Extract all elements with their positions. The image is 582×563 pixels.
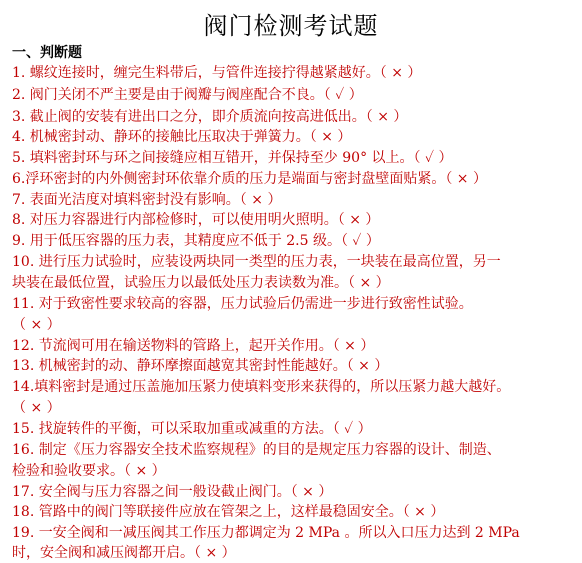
question-15: 15. 找旋转件的平衡，可以采取加重或减重的方法。（ ✓ ）: [12, 421, 372, 437]
question-11: 11. 对于致密性要求较高的容器，压力试验后仍需进一步进行致密性试验。: [12, 296, 473, 312]
question-17: 17. 安全阀与压力容器之间一般设截止阀门。（ × ）: [12, 484, 333, 500]
question-19-cont: 时，安全阀和减压阀都开启。（ × ）: [12, 545, 236, 561]
question-5: 5. 填料密封环与环之间接缝应相互错开，并保持至少 90° 以上。（ ✓ ）: [12, 150, 453, 166]
question-10: 10. 进行压力试验时，应装设两块同一类型的压力表，一块装在最高位置，另一: [12, 254, 501, 270]
section-heading: 一、判断题: [12, 45, 82, 61]
question-8: 8. 对压力容器进行内部检修时，可以使用明火照明。（ × ）: [12, 212, 380, 228]
question-19: 19. 一安全阀和一减压阀其工作压力都调定为 2 MPa 。所以入口压力达到 2 MPa: [12, 525, 520, 541]
question-3: 3. 截止阀的安装有进出口之分，即介质流向按高进低出。（ × ）: [12, 109, 408, 125]
question-11-cont: （ × ）: [12, 317, 61, 333]
question-14: 14.填料密封是通过压盖施加压紧力使填料变形来获得的，所以压紧力越大越好。: [12, 379, 511, 395]
question-7: 7. 表面光洁度对填料密封没有影响。（ × ）: [12, 192, 282, 208]
question-18: 18. 管路中的阀门等联接件应放在管架之上，这样最稳固安全。（ × ）: [12, 504, 445, 520]
question-16-cont: 检验和验收要求。（ × ）: [12, 463, 166, 479]
question-10-cont: 块装在最低位置，试验压力以最低处压力表读数为准。（ × ）: [12, 275, 390, 291]
question-13: 13. 机械密封的动、静环摩擦面越宽其密封性能越好。（ × ）: [12, 358, 389, 374]
question-1: 1. 螺纹连接时，缠完生料带后，与管件连接拧得越紧越好。（ × ）: [12, 65, 422, 81]
question-16: 16. 制定《压力容器安全技术监察规程》的目的是规定压力容器的设计、制造、: [12, 442, 501, 458]
question-12: 12. 节流阀可用在输送物料的管路上，起开关作用。（ × ）: [12, 338, 375, 354]
question-4: 4. 机械密封动、静环的接触比压取决于弹簧力。（ × ）: [12, 129, 352, 145]
question-6: 6.浮环密封的内外侧密封环依靠介质的压力是端面与密封盘壁面贴紧。（ × ）: [12, 171, 487, 187]
question-2: 2. 阀门关闭不严主要是由于阀瓣与阀座配合不良。（ ✓ ）: [12, 87, 363, 103]
page-title: 阀门检测考试题: [203, 12, 379, 40]
question-14-cont: （ × ）: [12, 400, 61, 416]
question-9: 9. 用于低压容器的压力表，其精度应不低于 2.5 级。（ ✓ ）: [12, 233, 380, 249]
